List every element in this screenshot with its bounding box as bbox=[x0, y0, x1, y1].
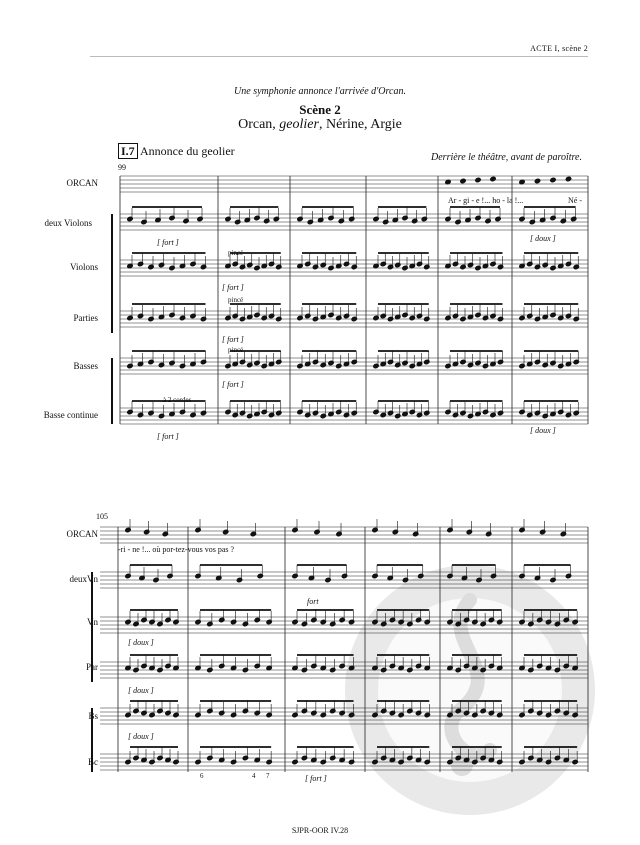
marking-fort-5: [ fort ] bbox=[157, 432, 179, 441]
part-label-deux-violons: deux Violons bbox=[44, 218, 92, 228]
marking-doux-4: [ doux ] bbox=[128, 686, 154, 695]
part-label-basses: Basses bbox=[73, 361, 98, 371]
part-label-vn: Vn bbox=[87, 617, 98, 627]
characters-italic: geolier bbox=[279, 117, 319, 132]
running-head: ACTE I, scène 2 bbox=[530, 44, 588, 53]
marking-doux-3: [ doux ] bbox=[128, 638, 154, 647]
lyric-1b: Né - bbox=[568, 196, 582, 205]
characters-text-1: Orcan, bbox=[238, 117, 280, 132]
part-label-par: Par bbox=[86, 662, 98, 672]
scene-title: Scène 2 bbox=[299, 102, 341, 117]
page-footer: SJPR-OOR IV.28 bbox=[291, 826, 349, 835]
part-label-violons: Violons bbox=[70, 262, 98, 272]
marking-a2cordes: à 2 cordes bbox=[163, 396, 192, 404]
number-code: I.7 bbox=[118, 143, 138, 159]
marking-fort-2: [ fort ] bbox=[222, 283, 244, 292]
part-label-bs: Bs bbox=[88, 711, 98, 721]
characters-text-2: , Nérine, Argie bbox=[318, 117, 402, 132]
marking-fort-10: [ fort ] bbox=[305, 774, 327, 783]
figure-4: 4 bbox=[252, 772, 256, 780]
marking-doux-1: [ doux ] bbox=[530, 234, 556, 243]
figure-7: 7 bbox=[266, 772, 270, 780]
marking-pince-1: pincé bbox=[228, 249, 244, 257]
marking-fort-6: fort bbox=[307, 597, 319, 606]
measure-number-2: 105 bbox=[96, 512, 108, 521]
part-label-parties: Parties bbox=[73, 313, 98, 323]
figure-6: 6 bbox=[200, 772, 204, 780]
marking-doux-5: [ doux ] bbox=[128, 732, 154, 741]
intro-line: Une symphonie annonce l'arrivée d'Orcan. bbox=[234, 86, 406, 97]
stage-direction: Derrière le théâtre, avant de paroître. bbox=[431, 152, 582, 163]
part-label-orcan: ORCAN bbox=[66, 178, 98, 188]
marking-fort-1: [ fort ] bbox=[157, 238, 179, 247]
marking-fort-3: [ fort ] bbox=[222, 335, 244, 344]
measure-number-1: 99 bbox=[118, 163, 126, 172]
marking-pince-3: pincé bbox=[228, 346, 244, 354]
lyric-2: -ri - ne !... où por-tez-vous vos pas ? bbox=[118, 545, 235, 554]
part-label-orcan-2: ORCAN bbox=[66, 529, 98, 539]
lyric-1a: Ar - gi - e !... ho - la !... bbox=[448, 196, 524, 205]
part-label-basse-continue: Basse continue bbox=[43, 410, 98, 420]
part-label-deuxvn: deuxVn bbox=[69, 574, 98, 584]
marking-fort-4: [ fort ] bbox=[222, 380, 244, 389]
part-label-bc: Bc bbox=[88, 757, 98, 767]
marking-doux-2: [ doux ] bbox=[530, 426, 556, 435]
marking-pince-2: pincé bbox=[228, 296, 244, 304]
number-title: Annonce du geolier bbox=[140, 144, 235, 158]
